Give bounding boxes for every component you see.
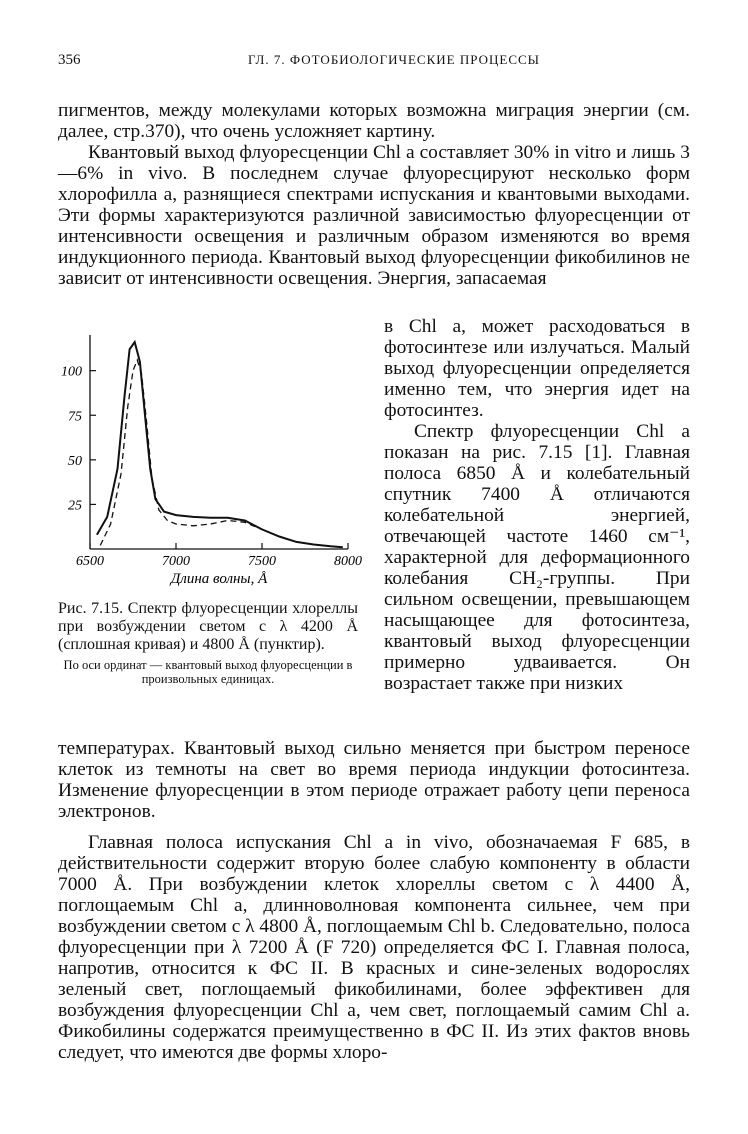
paragraph: Спектр флуоресценции Chl a показан на рис. 7.15 [1]. Главная полоса 6850 Å и колебательный спутник 7400 Å отличаются колебательной энергией, отвечающей частоте 1460 см⁻¹, характерной для деформационного колебания CH₂-группы. При сильном освещении, превышающем насыщающее для фотосинтеза, квантовый выход флуоресценции примерно удваивается. Он возрастает также при низких (384, 421, 690, 694)
caption-note: По оси ординат — квантовый выход флуоресценции в произвольных единицах. (63, 658, 353, 686)
paragraph: Квантовый выход флуоресценции Chl a составляет 30% in vitro и лишь 3—6% in vivo. В последнем случае флуоресцируют несколько форм хлорофилла a, разнящиеся спектрами испускания и квантовыми выходами. Эти формы характеризуются различной зависимостью флуоресценции от интенсивности освещения и различным образом изменяются во время индукционного периода. Квантовый выход флуоресценции фикобилинов не зависит от интенсивности освещения. Энергия, запасаемая (58, 142, 690, 289)
page-header (58, 52, 690, 76)
body-text-top (58, 100, 690, 289)
x-tick-label: 6500 (76, 554, 104, 569)
page-number: 356 (58, 52, 81, 68)
paragraph: Главная полоса испускания Chl a in vivo, обозначаемая F 685, в действительности содержит вторую более слабую компоненту в области 7000 Å. При возбуждении клеток хлореллы светом с λ 4400 Å, поглощаемым Chl a, длинноволновая компонента сильнее, чем при возбуждении светом с λ 4800 Å, поглощаемым Chl b. Следовательно, полоса флуоресценции при λ 7200 Å (F 720) определяется ФС I. Главная полоса, напротив, относится к ФС II. В красных и сине-зеленых водорослях зеленый свет, поглощаемый фикобилинами, более эффективен для возбуждения флуоресценции Chl a, чем свет, поглощаемый самим Chl a. Фикобилины содержатся преимущественно в ФС II. Из этих фактов вновь следует, что имеются две формы хлоро- (58, 832, 690, 1063)
series-dashed-line (100, 360, 342, 547)
paragraph: в Chl a, может расходоваться в фотосинтезе или излучаться. Малый выход флуоресценции определяется именно тем, что энергия идет на фотосинтез. (384, 316, 690, 421)
figure-caption (58, 600, 358, 686)
x-tick-label: 8000 (334, 554, 362, 569)
x-tick-label: 7500 (248, 554, 276, 569)
y-tick-label: 25 (68, 498, 82, 514)
series-solid-line (97, 342, 343, 547)
x-tick-label: 7000 (162, 554, 190, 569)
x-axis-label: Длина волны, Å (170, 571, 268, 587)
caption-main: Рис. 7.15. Спектр флуоресценции хлореллы при возбуждении светом с λ 4200 Å (сплошная кривая) и 4800 Å (пунктир). (58, 600, 358, 653)
y-tick-label: 50 (68, 453, 82, 469)
y-tick-label: 75 (68, 409, 82, 425)
paragraph: температурах. Квантовый выход сильно меняется при быстром переносе клеток из темноты на свет во время периода индукции фотосинтеза. Изменение флуоресценции в этом периоде отражает работу цепи переноса электронов. (58, 738, 690, 822)
running-title: ГЛ. 7. ФОТОБИОЛОГИЧЕСКИЕ ПРОЦЕССЫ (247, 52, 541, 67)
y-tick-label: 100 (61, 364, 82, 380)
paragraph: пигментов, между молекулами которых возможна миграция энергии (см. далее, стр.370), что очень усложняет картину. (58, 100, 690, 142)
body-text-side (384, 316, 690, 694)
fluorescence-chart (58, 325, 376, 595)
body-text-bottom (58, 738, 690, 1063)
